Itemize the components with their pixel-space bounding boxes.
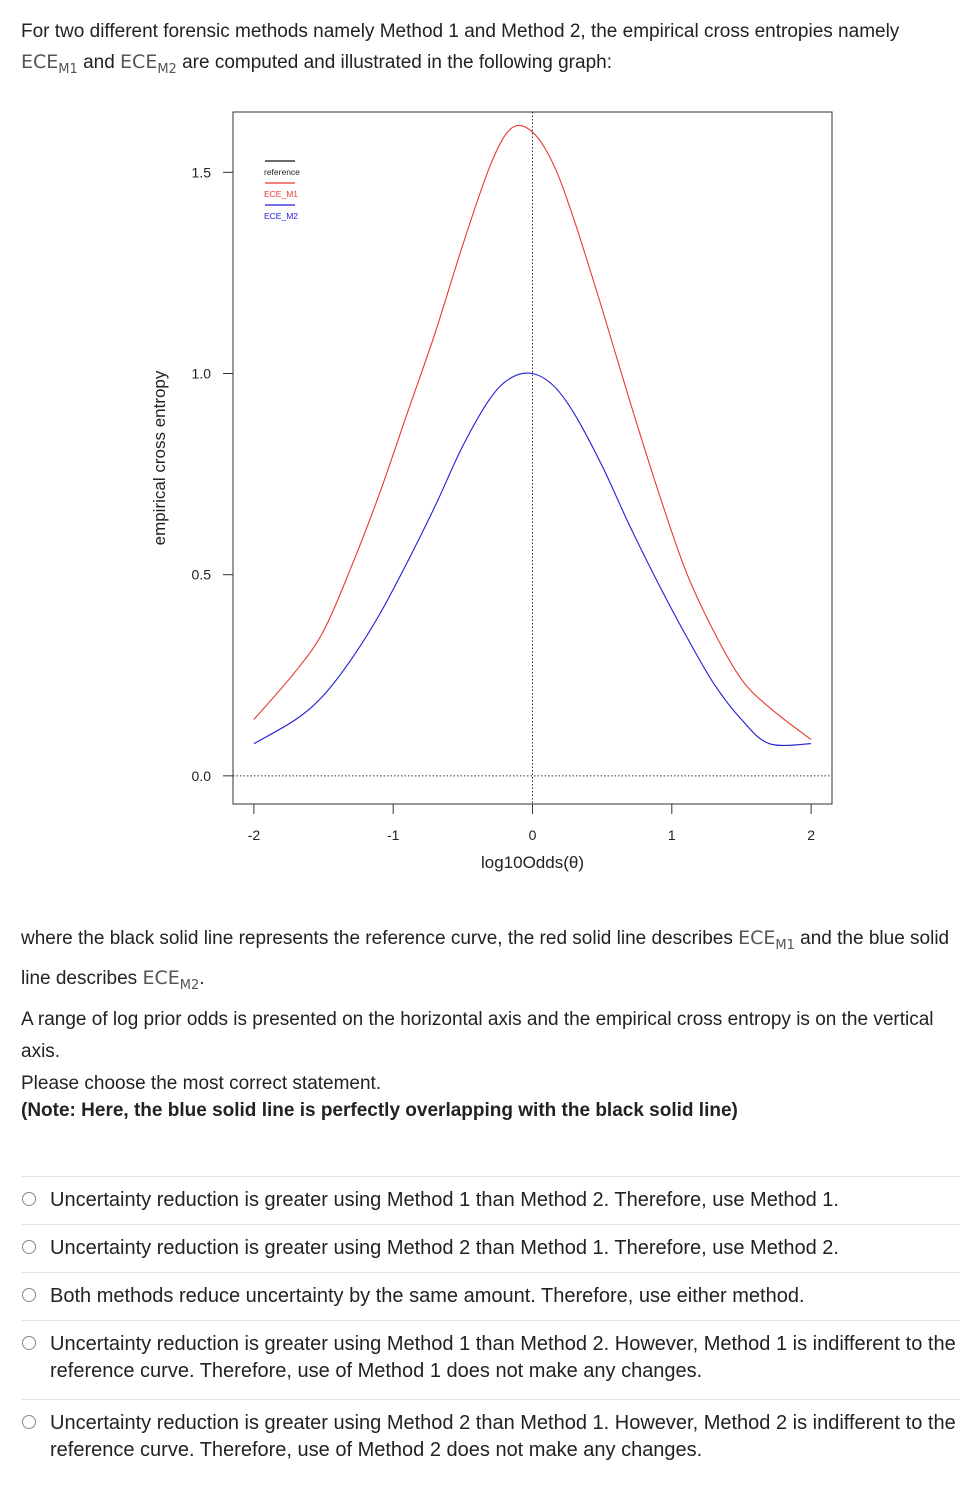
question-explanation	[21, 922, 961, 1100]
intro-text-b: are computed and illustrated in the following graph:	[182, 52, 612, 73]
option-3[interactable]	[22, 1272, 960, 1320]
question-intro	[21, 16, 951, 85]
option-label: Uncertainty reduction is greater using Method 1 than Method 2. However, Method 1 is indifferent to the reference curve. Therefore, use of Method 1 does not make any changes.	[50, 1333, 956, 1382]
intro-and: and	[83, 52, 115, 73]
y-tick-label: 1.5	[191, 164, 211, 181]
intro-text-a: For two different forensic methods namely Method 1 and Method 2, the empirical cross entropies namely	[21, 21, 900, 42]
y-tick-label: 0.5	[191, 566, 211, 583]
ece-chart	[0, 92, 970, 892]
option-2[interactable]	[22, 1224, 960, 1272]
legend-label-0: reference	[264, 167, 300, 177]
ece-m1-symbol: $ECE_{M1}$	[21, 51, 78, 77]
x-tick-label: -2	[247, 827, 261, 843]
instruction: Please choose the most correct statement.	[21, 1072, 382, 1094]
ece-m2-symbol: $ECE_{M2}$	[120, 51, 177, 77]
ece-m2-symbol-2: $ECE_{M2}$	[142, 966, 200, 993]
x-tick-label: 0	[528, 827, 537, 843]
radio-button[interactable]	[22, 1240, 36, 1254]
y-tick-label: 0.0	[191, 767, 211, 784]
x-axis-label: log10Odds(θ)	[480, 853, 585, 872]
option-1[interactable]	[22, 1176, 960, 1224]
question-note: (Note: Here, the blue solid line is perfectly overlapping with the black solid line)	[21, 1100, 738, 1121]
x-tick-label: -1	[386, 827, 400, 843]
axes-description: A range of log prior odds is presented on the horizontal axis and the empirical cross entropy is on the vertical axis.	[21, 1008, 934, 1062]
legend-label-1: ECE_M1	[264, 189, 299, 199]
radio-button[interactable]	[22, 1288, 36, 1302]
y-axis-label: empirical cross entropy	[150, 370, 169, 546]
option-label: Uncertainty reduction is greater using Method 2 than Method 1. However, Method 2 is indifferent to the reference curve. Therefore, use of Method 2 does not make any changes.	[50, 1412, 956, 1461]
x-tick-label: 1	[667, 827, 676, 843]
radio-button[interactable]	[22, 1192, 36, 1206]
x-tick-label: 2	[807, 827, 816, 843]
option-4[interactable]	[22, 1320, 960, 1399]
curve-description: where the black solid line represents the reference curve, the red solid line describes $ECE_{M1}$ and the blue solid line describes $ECE_{M2}$.	[21, 927, 950, 993]
y-tick-label: 1.0	[191, 365, 211, 382]
ece-m1-symbol-2: $ECE_{M1}$	[738, 927, 795, 953]
radio-button[interactable]	[22, 1415, 36, 1429]
answer-options	[22, 1176, 960, 1474]
option-label: Uncertainty reduction is greater using Method 2 than Method 1. Therefore, use Method 2.	[50, 1237, 839, 1259]
option-label: Both methods reduce uncertainty by the same amount. Therefore, use either method.	[50, 1285, 805, 1307]
option-5[interactable]	[22, 1399, 960, 1474]
legend-label-2: ECE_M2	[264, 211, 299, 221]
chart-legend	[264, 161, 300, 221]
radio-button[interactable]	[22, 1336, 36, 1350]
option-label: Uncertainty reduction is greater using Method 1 than Method 2. Therefore, use Method 1.	[50, 1189, 839, 1211]
